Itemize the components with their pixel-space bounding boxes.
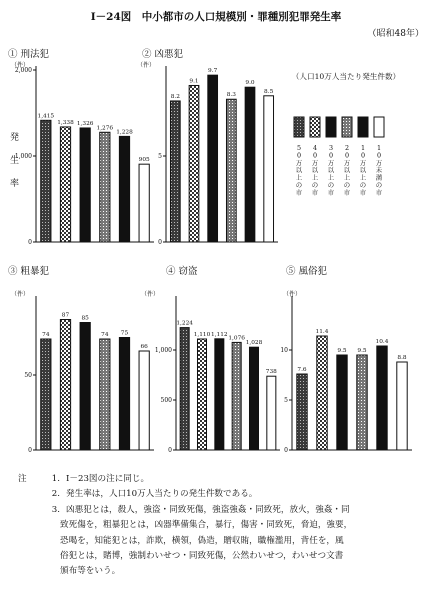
bar-label-5-1: 7.6 bbox=[297, 367, 307, 373]
bar-3-3 bbox=[80, 323, 90, 451]
note-item bbox=[18, 472, 422, 487]
bar-2-6 bbox=[264, 96, 274, 242]
notes bbox=[18, 472, 422, 580]
y-tick-label-1: 0 bbox=[28, 239, 32, 246]
bar-5-3 bbox=[337, 355, 347, 450]
bar-1-2 bbox=[60, 127, 70, 242]
legend-label-6: 1 0 万未満の市 bbox=[375, 144, 383, 197]
bar-label-1-4: 1,276 bbox=[96, 125, 114, 132]
bar-label-2-2: 9.1 bbox=[189, 78, 199, 85]
bar-3-4 bbox=[100, 339, 110, 450]
bar-label-1-1: 1,415 bbox=[37, 113, 55, 120]
note-item bbox=[18, 487, 422, 502]
bar-label-1-6: 905 bbox=[138, 157, 150, 164]
y-axis-title-char-3: 率 bbox=[10, 179, 20, 189]
note-text: 凶悪犯とは，殺人，強盗・同致死傷，強盗強姦・同致死，放火，強姦・同 bbox=[66, 504, 350, 515]
era-label: （昭和48年） bbox=[367, 29, 424, 39]
bar-1-5 bbox=[119, 136, 129, 242]
chart-panel-5 bbox=[280, 265, 412, 454]
bar-5-6 bbox=[397, 362, 407, 450]
chart-panel-2 bbox=[137, 48, 278, 246]
note-continuation: 俗犯とは，賭博，強制わいせつ・同致死傷，公然わいせつ，わいせつ文書 bbox=[60, 551, 344, 562]
bar-2-1 bbox=[170, 101, 180, 242]
bar-label-1-5: 1,228 bbox=[116, 129, 133, 136]
bar-1-4 bbox=[100, 132, 110, 242]
bar-label-4-3: 1,112 bbox=[211, 331, 228, 338]
bar-2-3 bbox=[208, 75, 218, 242]
y-tick-label-4: 1,000 bbox=[154, 347, 172, 354]
legend-label-1: 5 0 万以上の市 bbox=[295, 144, 303, 197]
chart-unit-3: （件） bbox=[10, 291, 30, 298]
legend bbox=[294, 117, 384, 196]
bar-5-5 bbox=[377, 346, 387, 450]
legend-swatch-3 bbox=[326, 117, 336, 137]
y-tick-label-3: 0 bbox=[28, 447, 32, 454]
note-continuation: 致死傷を，粗暴犯とは，凶器準備集合，暴行，傷害・同致死，脅迫，強要， bbox=[60, 520, 353, 531]
bar-2-2 bbox=[189, 85, 199, 242]
bar-5-1 bbox=[297, 374, 307, 450]
bar-3-2 bbox=[60, 320, 70, 451]
figure-title: Ⅰ－24図 中小都市の人口規模別・罪種別犯罪発生率 bbox=[90, 11, 342, 23]
bar-4-5 bbox=[249, 347, 258, 450]
chart-unit-4: （件） bbox=[140, 291, 160, 298]
chart-title-4: ④ 窃盗 bbox=[166, 266, 198, 277]
bar-label-2-1: 8.2 bbox=[170, 93, 180, 100]
chart-title-3: ③ 粗暴犯 bbox=[8, 266, 50, 277]
note-tag bbox=[18, 503, 38, 518]
legend-swatch-5 bbox=[358, 117, 368, 137]
legend-label-5: 1 0 万以上の市 bbox=[359, 144, 367, 197]
bar-4-6 bbox=[267, 376, 276, 450]
bar-1-1 bbox=[41, 120, 51, 242]
bar-label-5-2: 11.4 bbox=[315, 329, 329, 335]
note-continuation: 恐喝を，知能犯とは，詐欺，横領，偽造，贈収賄，職権濫用，背任を，風 bbox=[60, 535, 344, 546]
bar-label-3-3: 85 bbox=[81, 315, 89, 322]
legend-unit-note: （人口10万人当たり発生件数） bbox=[291, 72, 401, 81]
y-axis-title-char-2: 生 bbox=[10, 156, 20, 166]
bar-label-1-2: 1,338 bbox=[57, 119, 74, 126]
y-tick-label-2: 5 bbox=[158, 153, 162, 160]
bar-3-6 bbox=[139, 351, 149, 450]
bar-3-5 bbox=[119, 338, 129, 451]
chart-unit-2: （件） bbox=[136, 62, 156, 69]
bar-4-1 bbox=[180, 328, 189, 450]
legend-label-2: 4 0 万以上の市 bbox=[311, 144, 319, 197]
bar-4-4 bbox=[232, 342, 241, 450]
chart-unit-5: （件） bbox=[282, 291, 302, 298]
note-number: 3. bbox=[51, 504, 60, 515]
bar-label-5-3: 9.5 bbox=[337, 348, 347, 354]
bar-3-1 bbox=[41, 339, 51, 450]
y-tick-label-5: 0 bbox=[284, 447, 288, 454]
note-item bbox=[18, 503, 422, 518]
bar-label-4-4: 1,076 bbox=[228, 335, 245, 342]
note-continuation: 頒布等をいう。 bbox=[60, 566, 121, 577]
chart-panel-3 bbox=[8, 265, 154, 454]
note-number: 1. bbox=[51, 474, 60, 484]
y-axis-title-char-1: 発 bbox=[10, 133, 20, 143]
bar-4-2 bbox=[197, 339, 206, 450]
note-number: 2. bbox=[51, 489, 60, 500]
bar-label-2-6: 8.5 bbox=[264, 88, 274, 95]
legend-swatch-2 bbox=[310, 117, 320, 137]
chart-panel-1 bbox=[8, 48, 154, 246]
charts-layer bbox=[8, 48, 412, 454]
bar-label-4-6: 738 bbox=[265, 369, 277, 376]
note-tag bbox=[18, 487, 38, 502]
chart-title-2: ② 凶悪犯 bbox=[142, 49, 184, 60]
bar-label-3-4: 74 bbox=[101, 332, 109, 338]
y-tick-label-1: 1,000 bbox=[14, 153, 32, 160]
bar-label-3-5: 75 bbox=[120, 330, 129, 337]
note-tag: 注 bbox=[18, 474, 27, 484]
bar-label-4-1: 1,224 bbox=[176, 320, 193, 327]
bar-label-5-6: 8.8 bbox=[397, 355, 407, 361]
bar-label-5-4: 9.5 bbox=[357, 348, 367, 354]
chart-unit-1: （件） bbox=[10, 62, 30, 69]
y-tick-label-4: 0 bbox=[168, 447, 172, 454]
bar-label-4-2: 1,110 bbox=[193, 332, 211, 338]
y-tick-label-2: 0 bbox=[158, 239, 162, 246]
y-tick-label-1: 2,000 bbox=[14, 67, 32, 74]
y-tick-label-5: 10 bbox=[280, 347, 288, 354]
legend-swatch-1 bbox=[294, 117, 304, 137]
bar-label-1-3: 1,326 bbox=[76, 120, 94, 127]
y-tick-label-4: 500 bbox=[160, 397, 172, 404]
note-text: 発生率は，人口10万人当たりの発生件数である。 bbox=[66, 489, 258, 500]
y-tick-label-3: 50 bbox=[24, 372, 32, 379]
chart-title-1: ① 刑法犯 bbox=[8, 49, 50, 60]
bar-label-5-5: 10.4 bbox=[375, 339, 389, 345]
bar-label-3-1: 74 bbox=[42, 332, 50, 338]
bar-label-3-6: 66 bbox=[140, 344, 148, 350]
bar-label-3-2: 87 bbox=[61, 312, 70, 319]
bar-2-4 bbox=[226, 99, 236, 242]
bar-4-3 bbox=[215, 339, 224, 450]
bar-label-4-5: 1,028 bbox=[245, 340, 263, 347]
bar-label-2-4: 8.3 bbox=[226, 92, 236, 99]
legend-label-4: 2 0 万以上の市 bbox=[343, 144, 351, 197]
note-text: Ⅰ－23図の注に同じ。 bbox=[66, 474, 150, 484]
chart-title-5: ⑤ 風俗犯 bbox=[286, 266, 328, 277]
legend-swatch-4 bbox=[342, 117, 352, 137]
bar-label-2-5: 9.0 bbox=[245, 80, 255, 87]
legend-label-3: 3 0 万以上の市 bbox=[327, 144, 335, 197]
chart-panel-4 bbox=[141, 265, 280, 454]
bar-2-5 bbox=[245, 87, 255, 242]
bar-5-2 bbox=[317, 336, 327, 450]
bar-label-2-3: 9.7 bbox=[208, 68, 218, 75]
bar-5-4 bbox=[357, 355, 367, 450]
y-tick-label-5: 5 bbox=[284, 397, 288, 404]
bar-1-6 bbox=[139, 164, 149, 242]
bar-1-3 bbox=[80, 128, 90, 242]
legend-swatch-6 bbox=[374, 117, 384, 137]
